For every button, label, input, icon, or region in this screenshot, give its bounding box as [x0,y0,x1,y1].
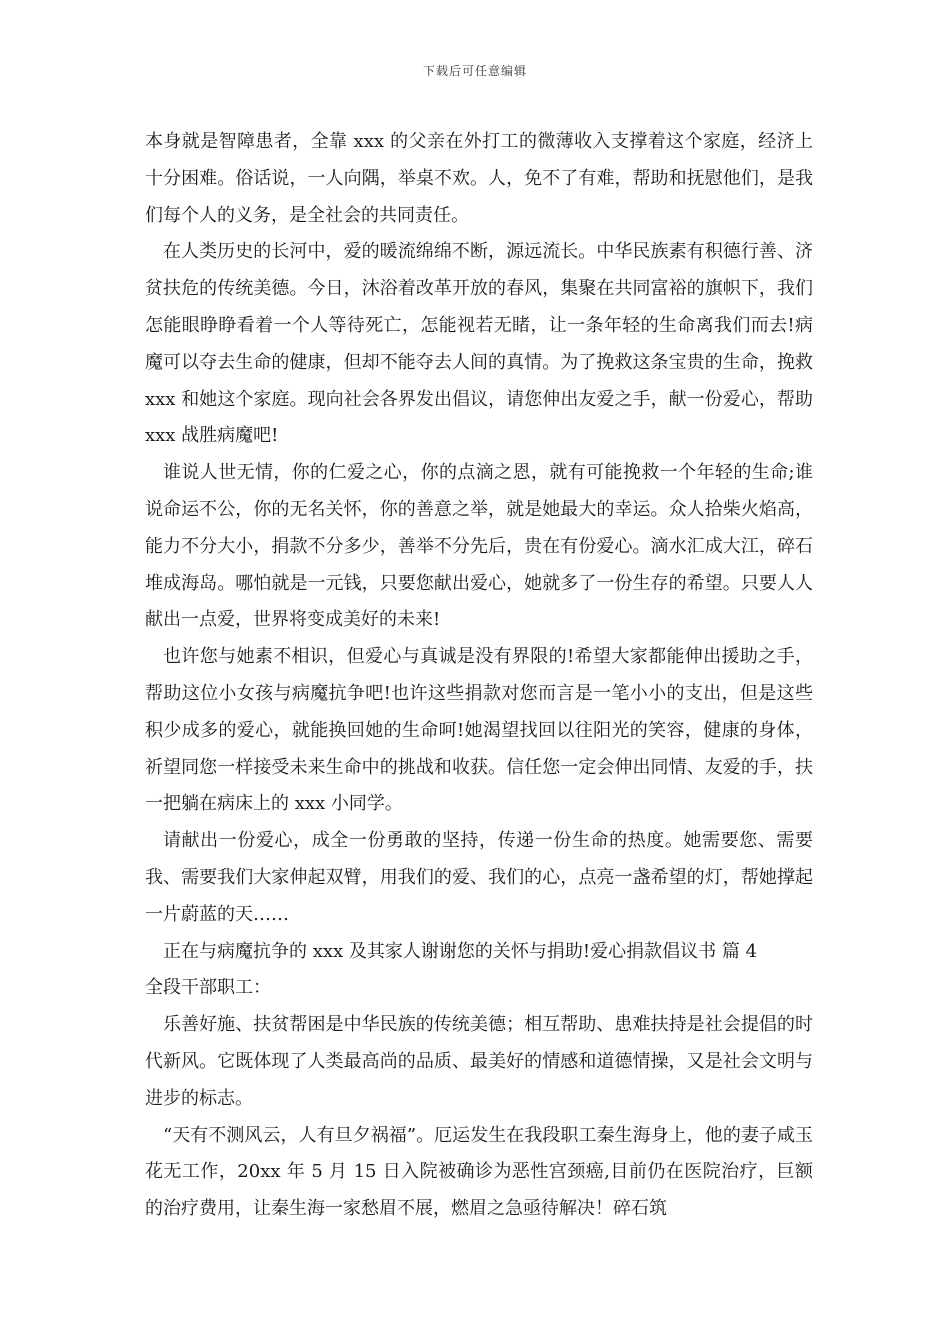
paragraph-thanks-and-heading: 正在与病魔抗争的 xxx 及其家人谢谢您的关怀与捐助!爱心捐款倡议书 篇 4 [163,940,758,962]
document-body [145,124,813,1228]
paragraph-kindness: 谁说人世无情，你的仁爱之心，你的点滴之恩，就有可能挽救一个年轻的生命;谁说命运不公，你的无名关怀，你的善意之举，就是她最大的幸运。众人拾柴火焰高，能力不分大小，捐款不分多少，善举不分先后，贵在有份爱心。滴水汇成大江，碎石堆成海岛。哪怕就是一元钱，只要您献出爱心，她就多了一份生存的希望。只要人人献出一点爱，世界将变成美好的未来! [145,462,813,631]
salutation: 全段干部职工： [145,977,271,999]
paragraph-tradition: 在人类历史的长河中，爱的暖流绵绵不断，源远流长。中华民族素有积德行善、济贫扶危的传统美德。今日，沐浴着改革开放的春风，集聚在共同富裕的旗帜下，我们怎能眼睁睁看着一个人等待死亡，怎能视若无睹，让一条年轻的生命离我们而去!病魔可以夺去生命的健康，但却不能夺去人间的真情。为了挽救这条宝贵的生命，挽救 xxx 和她这个家庭。现向社会各界发出倡议，请您伸出友爱之手，献一份爱心，帮助 xxx 战胜病魔吧! [145,241,813,447]
paragraph-appeal: 也许您与她素不相识，但爱心与真诚是没有界限的!希望大家都能伸出援助之手，帮助这位小女孩与病魔抗争吧!也许这些捐款对您而言是一笔小小的支出，但是这些积少成多的爱心，就能换回她的生命呵!她渴望找回以往阳光的笑容，健康的身体，祈望同您一样接受未来生命中的挑战和收获。信任您一定会伸出同情、友爱的手，扶一把躺在病床上的 xxx 小同学。 [145,646,813,815]
paragraph-hardship: 本身就是智障患者，全靠 xxx 的父亲在外打工的微薄收入支撑着这个家庭，经济上十分困难。俗话说，一人向隅，举桌不欢。人，免不了有难，帮助和抚慰他们，是我们每个人的义务，是全社会的共同责任。 [145,131,813,226]
page-header-note: 下载后可任意编辑 [422,64,527,78]
paragraph-call-to-action: 请献出一份爱心，成全一份勇敢的坚持，传递一份生命的热度。她需要您、需要我、需要我们大家伸起双臂，用我们的爱、我们的心，点亮一盏希望的灯，帮她撑起一片蔚蓝的天…… [145,830,813,925]
paragraph-misfortune: “天有不测风云，人有旦夕祸福”。厄运发生在我段职工秦生海身上，他的妻子咸玉花无工作，20xx 年 5 月 15 日入院被确诊为恶性宫颈癌,目前仍在医院治疗，巨额的治疗费用，让秦生海一家愁眉不展，燃眉之急亟待解决！碎石筑 [145,1124,813,1220]
paragraph-virtue: 乐善好施、扶贫帮困是中华民族的传统美德；相互帮助、患难扶持是社会提倡的时代新风。它既体现了人类最高尚的品质、最美好的情感和道德情操，又是社会文明与进步的标志。 [145,1014,813,1109]
